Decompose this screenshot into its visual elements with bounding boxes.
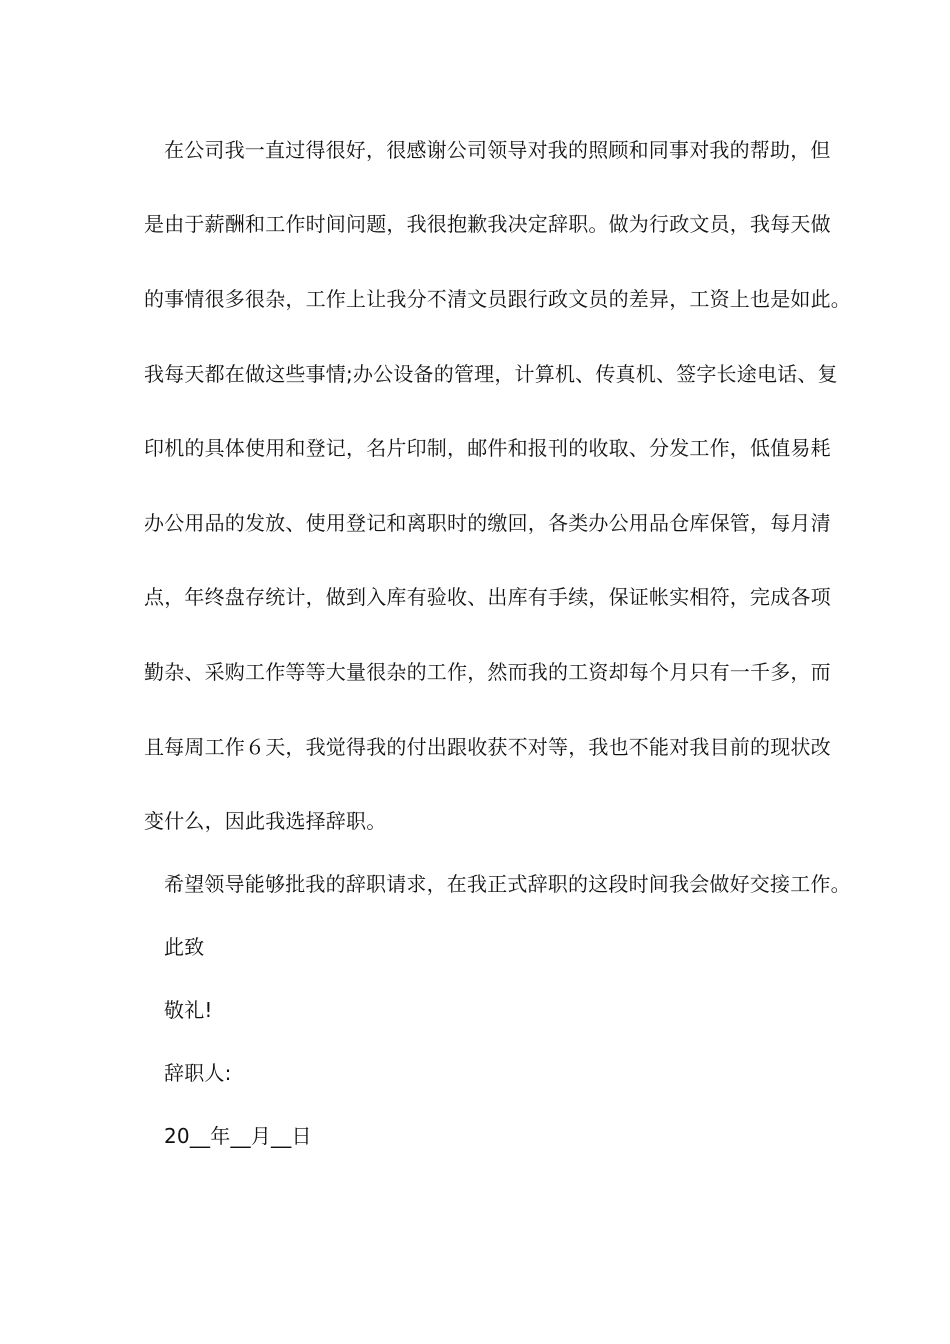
paragraph-1-line-8: 勤杂、采购工作等等大量很杂的工作，然而我的工资却每个月只有一千多，而 [144, 660, 831, 684]
paragraph-1-line-2: 是由于薪酬和工作时间问题，我很抱歉我决定辞职。做为行政文员，我每天做 [144, 212, 831, 236]
paragraph-1-line-6: 办公用品的发放、使用登记和离职时的缴回，各类办公用品仓库保管，每月清 [144, 511, 831, 535]
paragraph-1-line-7: 点，年终盘存统计，做到入库有验收、出库有手续，保证帐实相符，完成各项 [144, 585, 831, 609]
paragraph-1-line-3: 的事情很多很杂，工作上让我分不清文员跟行政文员的差异，工资上也是如此。 [144, 287, 851, 311]
signature-label: 辞职人: [164, 1061, 232, 1085]
closing-text: 此致 [164, 935, 205, 959]
date-line: 20__年__月__日 [164, 1124, 312, 1148]
paragraph-1-line-4: 我每天都在做这些事情;办公设备的管理，计算机、传真机、签字长途电话、复 [144, 362, 838, 386]
paragraph-1-line-1: 在公司我一直过得很好，很感谢公司领导对我的照顾和同事对我的帮助，但 [164, 138, 831, 162]
paragraph-1-line-9: 且每周工作６天，我觉得我的付出跟收获不对等，我也不能对我目前的现状改 [144, 735, 831, 759]
paragraph-1-line-5: 印机的具体使用和登记，名片印制，邮件和报刊的收取、分发工作，低值易耗 [144, 436, 831, 460]
salutation-text: 敬礼! [164, 998, 213, 1022]
paragraph-1-line-10: 变什么，因此我选择辞职。 [144, 809, 387, 833]
paragraph-2: 希望领导能够批我的辞职请求，在我正式辞职的这段时间我会做好交接工作。 [164, 872, 851, 896]
